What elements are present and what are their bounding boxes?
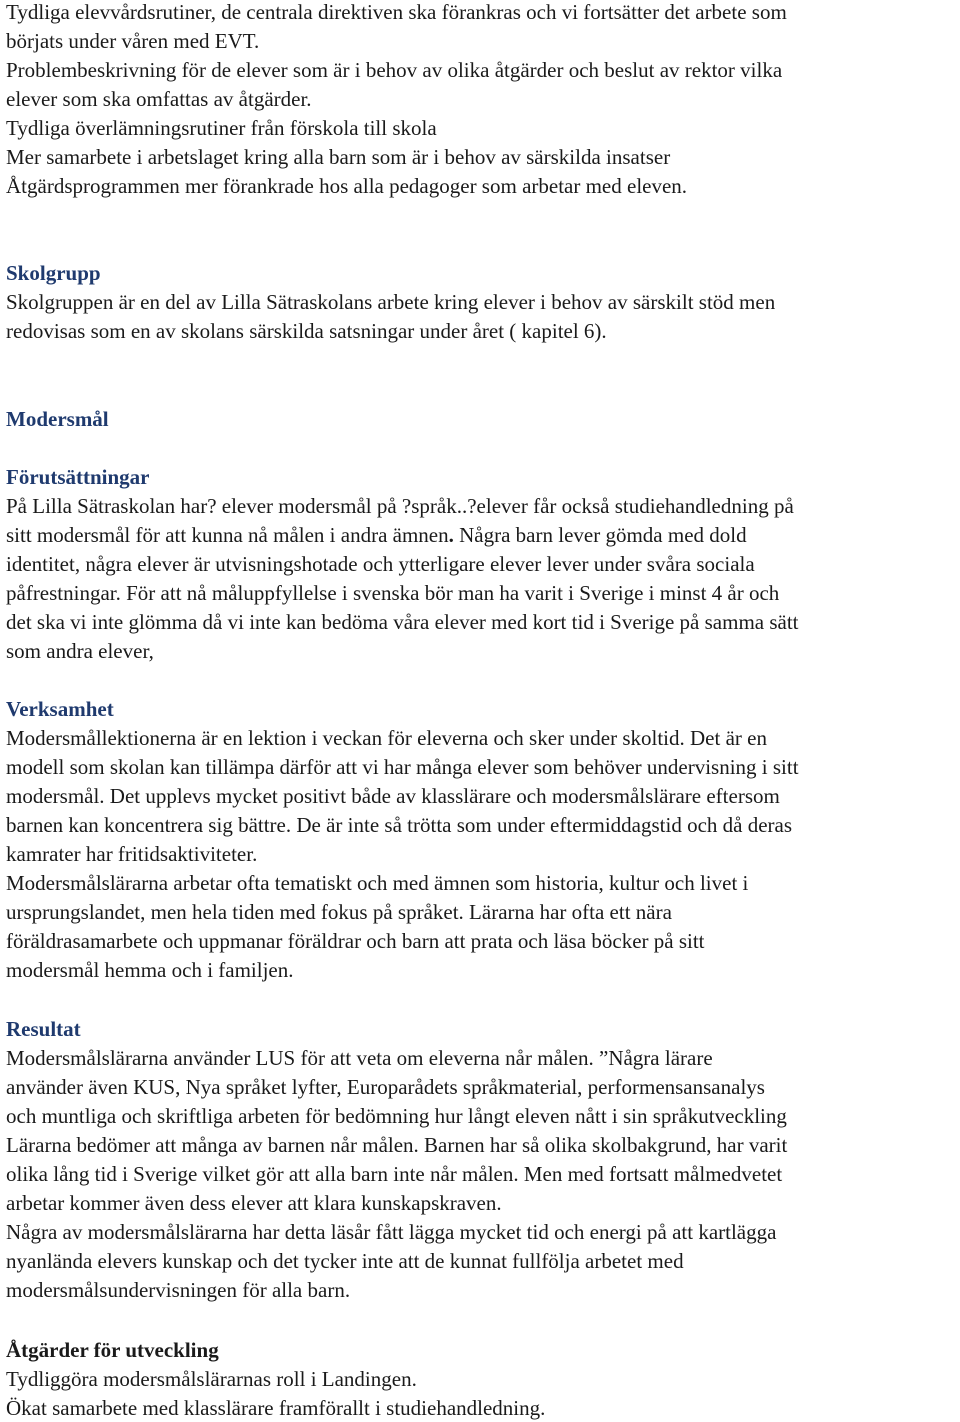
intro-line: Tydliga elevvårdsrutiner, de centrala direktiven ska förankras och vi fortsätter det arbete som xyxy=(6,0,787,24)
resultat-line: olika lång tid i Sverige vilket gör att alla barn inte når målen. Men med fortsatt målmedvetet xyxy=(6,1162,783,1186)
verksamhet-heading: Verksamhet xyxy=(6,697,114,721)
resultat-line: arbetar kommer även dess elever att klara kunskapskraven. xyxy=(6,1191,502,1215)
verksamhet-line: kamrater har fritidsaktiviteter. xyxy=(6,842,258,866)
forutsattningar-line: det ska vi inte glömma då vi inte kan bedöma våra elever med kort tid i Sverige på samma sätt xyxy=(6,610,799,634)
modersmal-heading: Modersmål xyxy=(6,407,109,431)
forutsattningar-line: identitet, några elever är utvisningshotade och ytterligare elever lever under svåra sociala xyxy=(6,552,755,576)
intro-line: elever som ska omfattas av åtgärder. xyxy=(6,87,312,111)
verksamhet-line: modersmål. Det upplevs mycket positivt både av klasslärare och modersmålslärare eftersom xyxy=(6,784,780,808)
skolgrupp-heading: Skolgrupp xyxy=(6,261,101,285)
resultat-line: modersmålsundervisningen för alla barn. xyxy=(6,1278,351,1302)
verksamhet-line: Modersmålslärarna arbetar ofta tematiskt och med ämnen som historia, kultur och livet i xyxy=(6,871,749,895)
verksamhet-line: föräldrasamarbete och uppmanar föräldrar och barn att prata och läsa böcker på sitt xyxy=(6,929,705,953)
verksamhet-line: modell som skolan kan tillämpa därför att vi har många elever som behöver undervisning i sitt xyxy=(6,755,799,779)
forutsattningar-text: sitt modersmål för att kunna nå målen i andra ämnen xyxy=(6,523,449,547)
atgarder-line: Tydliggöra modersmålslärarnas roll i Landingen. xyxy=(6,1367,417,1391)
resultat-heading: Resultat xyxy=(6,1017,81,1041)
resultat-line: Modersmålslärarna använder LUS för att veta om eleverna når målen. ”Några lärare xyxy=(6,1046,713,1070)
forutsattningar-line: På Lilla Sätraskolan har? elever modersmål på ?språk..?elever får också studiehandledning på xyxy=(6,494,794,518)
intro-line: Mer samarbete i arbetslaget kring alla barn som är i behov av särskilda insatser xyxy=(6,145,671,169)
forutsattningar-line: som andra elever, xyxy=(6,639,154,663)
atgarder-heading: Åtgärder för utveckling xyxy=(6,1338,219,1362)
intro-line: Problembeskrivning för de elever som är i behov av olika åtgärder och beslut av rektor vilka xyxy=(6,58,783,82)
forutsattningar-bold-period: . xyxy=(448,523,454,547)
intro-line: Åtgärdsprogrammen mer förankrade hos alla pedagoger som arbetar med eleven. xyxy=(6,174,688,198)
resultat-line: använder även KUS, Nya språket lyfter, Europarådets språkmaterial, performensansanalys xyxy=(6,1075,765,1099)
resultat-line: Några av modersmålslärarna har detta läsår fått lägga mycket tid och energi på att kartlägga xyxy=(6,1220,777,1244)
forutsattningar-heading: Förutsättningar xyxy=(6,465,150,489)
forutsattningar-line: påfrestningar. För att nå måluppfyllelse i svenska bör man ha varit i Sverige i minst 4 år och xyxy=(6,581,780,605)
intro-line: börjats under våren med EVT. xyxy=(6,29,260,53)
resultat-line: nyanlända elevers kunskap och det tycker inte att de kunnat fullfölja arbetet med xyxy=(6,1249,684,1273)
atgarder-line: Ökat samarbete med klasslärare framförallt i studiehandledning. xyxy=(6,1396,546,1420)
verksamhet-line: Modersmållektionerna är en lektion i veckan för eleverna och sker under skoltid. Det är en xyxy=(6,726,767,750)
forutsattningar-line xyxy=(6,523,747,547)
resultat-line: Lärarna bedömer att många av barnen når målen. Barnen har så olika skolbakgrund, har varit xyxy=(6,1133,788,1157)
forutsattningar-text: Några barn lever gömda med dold xyxy=(453,523,747,547)
resultat-line: och muntliga och skriftliga arbeten för bedömning hur långt eleven nått i sin språkutveckling xyxy=(6,1104,787,1128)
verksamhet-line: ursprungslandet, men hela tiden med fokus på språket. Lärarna har ofta ett nära xyxy=(6,900,672,924)
verksamhet-line: barnen kan koncentrera sig bättre. De är inte så trötta som under eftermiddagstid och då deras xyxy=(6,813,793,837)
intro-line: Tydliga överlämningsrutiner från förskola till skola xyxy=(6,116,437,140)
skolgrupp-line: redovisas som en av skolans särskilda satsningar under året ( kapitel 6). xyxy=(6,319,607,343)
verksamhet-line: modersmål hemma och i familjen. xyxy=(6,958,294,982)
skolgrupp-line: Skolgruppen är en del av Lilla Sätraskolans arbete kring elever i behov av särskilt stöd men xyxy=(6,290,776,314)
